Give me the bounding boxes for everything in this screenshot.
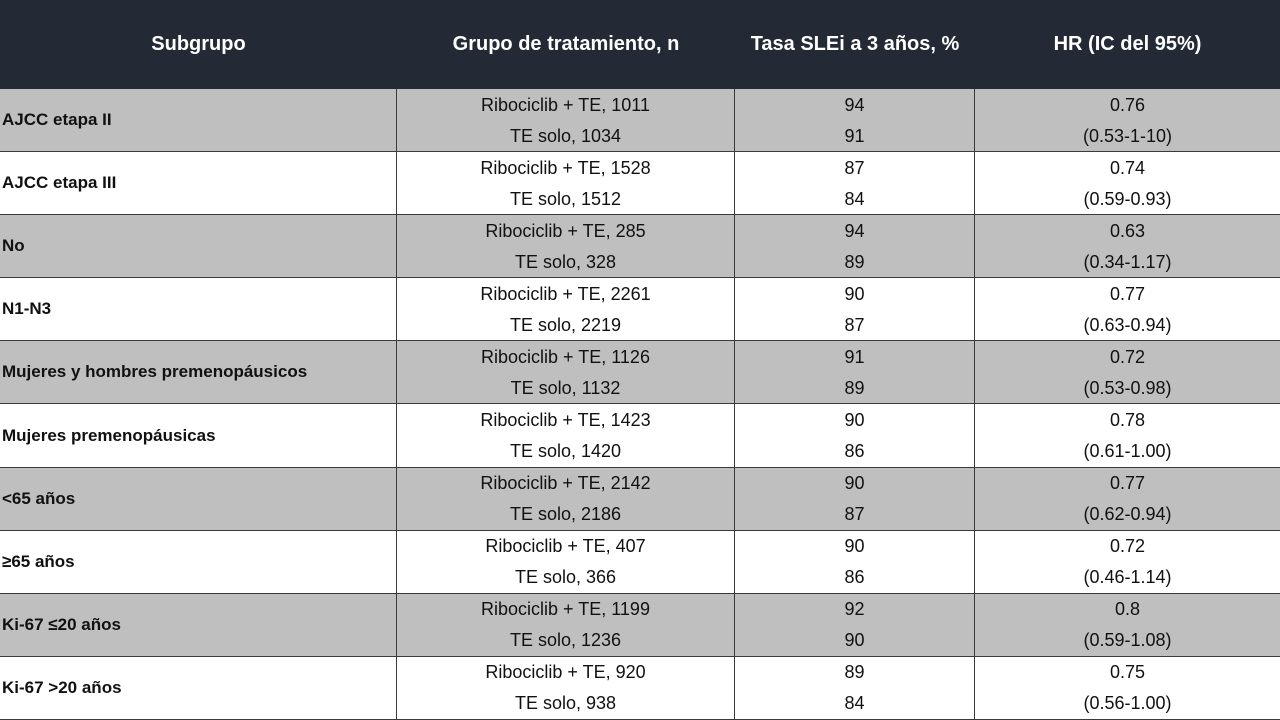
rate-cell	[735, 152, 975, 214]
treatment-cell-line-1: Ribociclib + TE, 920	[485, 662, 646, 683]
hr-cell	[975, 594, 1280, 656]
subgroup-cell: N1-N3	[0, 278, 397, 340]
table-row	[0, 89, 1280, 152]
table-row	[0, 341, 1280, 404]
table-row	[0, 152, 1280, 215]
hr-cell-line-2: (0.34-1.17)	[1083, 251, 1172, 272]
subgroup-cell: AJCC etapa III	[0, 152, 397, 214]
rate-cell-line-2: 89	[844, 377, 865, 398]
hr-cell-line-2: (0.46-1.14)	[1083, 567, 1172, 588]
table-header	[0, 0, 1280, 89]
hr-cell	[975, 152, 1280, 214]
header-subgroup: Subgrupo	[151, 33, 246, 55]
treatment-cell-line-2: TE solo, 366	[514, 567, 617, 588]
rate-cell-line-1: 90	[844, 536, 865, 557]
rate-cell	[735, 657, 975, 719]
subgroup-cell: Ki-67 >20 años	[0, 657, 397, 719]
hr-cell-line-1: 0.78	[1109, 409, 1146, 430]
table-row	[0, 594, 1280, 657]
hr-cell-line-1: 0.74	[1109, 157, 1146, 178]
treatment-cell-line-1: Ribociclib + TE, 1528	[480, 157, 651, 178]
rate-cell	[735, 531, 975, 593]
subgroup-cell: ≥65 años	[0, 531, 397, 593]
rate-cell-line-1: 87	[844, 157, 865, 178]
subgroup-cell: Mujeres y hombres premenopáusicos	[0, 341, 397, 403]
treatment-cell	[397, 341, 735, 403]
subgroup-cell: Ki-67 ≤20 años	[0, 594, 397, 656]
treatment-cell-line-2: TE solo, 938	[514, 693, 617, 714]
rate-cell	[735, 341, 975, 403]
treatment-cell-line-2: TE solo, 1132	[510, 377, 621, 398]
rate-cell-line-2: 86	[844, 441, 865, 462]
treatment-cell-line-2: TE solo, 1034	[509, 125, 622, 146]
hr-cell	[975, 341, 1280, 403]
treatment-cell-line-1: Ribociclib + TE, 407	[485, 536, 646, 557]
rate-cell-line-1: 90	[844, 283, 865, 304]
treatment-cell-line-2: TE solo, 1512	[509, 188, 622, 209]
rate-cell	[735, 404, 975, 466]
treatment-cell-line-2: TE solo, 2219	[509, 314, 622, 335]
treatment-cell-line-1: Ribociclib + TE, 1199	[481, 599, 650, 620]
hr-cell-line-2: (0.63-0.94)	[1083, 314, 1172, 335]
rate-cell-line-1: 90	[844, 473, 865, 494]
treatment-cell	[397, 215, 735, 277]
treatment-cell	[397, 152, 735, 214]
hr-cell-line-1: 0.76	[1109, 94, 1146, 115]
rate-cell-line-2: 84	[844, 188, 865, 209]
treatment-cell	[397, 531, 735, 593]
header-hr: HR (IC del 95%)	[1053, 33, 1202, 55]
table-body	[0, 89, 1280, 720]
treatment-cell-line-2: TE solo, 1236	[509, 630, 622, 651]
hr-cell-line-1: 0.72	[1109, 346, 1146, 367]
header-rate: Tasa SLEi a 3 años, %	[750, 33, 960, 55]
table-row	[0, 404, 1280, 467]
rate-cell	[735, 89, 975, 151]
table-row	[0, 215, 1280, 278]
rate-cell	[735, 468, 975, 530]
treatment-cell-line-2: TE solo, 1420	[509, 441, 622, 462]
treatment-cell	[397, 468, 735, 530]
hr-cell-line-2: (0.62-0.94)	[1083, 504, 1172, 525]
hr-cell-line-2: (0.61-1.00)	[1083, 441, 1172, 462]
rate-cell-line-1: 92	[844, 599, 865, 620]
hr-cell	[975, 468, 1280, 530]
hr-cell-line-1: 0.63	[1109, 220, 1146, 241]
treatment-cell-line-1: Ribociclib + TE, 1126	[481, 346, 650, 367]
table-row	[0, 657, 1280, 720]
table-row	[0, 278, 1280, 341]
hr-cell-line-1: 0.72	[1109, 536, 1146, 557]
treatment-cell	[397, 657, 735, 719]
treatment-cell-line-2: TE solo, 328	[514, 251, 617, 272]
hr-cell-line-1: 0.75	[1109, 662, 1146, 683]
rate-cell-line-1: 89	[844, 662, 865, 683]
hr-cell-line-1: 0.8	[1114, 599, 1141, 620]
rate-cell-line-1: 94	[844, 220, 865, 241]
treatment-cell-line-1: Ribociclib + TE, 1011	[481, 94, 650, 115]
hr-cell	[975, 215, 1280, 277]
rate-cell-line-1: 90	[844, 409, 865, 430]
header-treatment-group: Grupo de tratamiento, n	[452, 33, 680, 55]
hr-cell-line-2: (0.59-1.08)	[1083, 630, 1172, 651]
hr-cell-line-1: 0.77	[1109, 473, 1146, 494]
treatment-cell-line-1: Ribociclib + TE, 2261	[480, 283, 651, 304]
rate-cell-line-2: 84	[844, 693, 865, 714]
treatment-cell-line-1: Ribociclib + TE, 2142	[480, 473, 651, 494]
rate-cell-line-1: 91	[844, 346, 865, 367]
subgroup-cell: AJCC etapa II	[0, 89, 397, 151]
rate-cell-line-1: 94	[844, 94, 865, 115]
treatment-cell	[397, 594, 735, 656]
rate-cell-line-2: 89	[844, 251, 865, 272]
hr-cell	[975, 89, 1280, 151]
rate-cell-line-2: 86	[844, 567, 865, 588]
treatment-cell	[397, 278, 735, 340]
table-row	[0, 468, 1280, 531]
rate-cell	[735, 278, 975, 340]
subgroup-cell: <65 años	[0, 468, 397, 530]
hr-cell-line-1: 0.77	[1109, 283, 1146, 304]
treatment-cell	[397, 89, 735, 151]
rate-cell	[735, 215, 975, 277]
hr-cell-line-2: (0.53-0.98)	[1083, 377, 1172, 398]
subgroup-cell: No	[0, 215, 397, 277]
rate-cell-line-2: 87	[844, 314, 865, 335]
hr-cell	[975, 531, 1280, 593]
rate-cell-line-2: 90	[844, 630, 865, 651]
table-row	[0, 531, 1280, 594]
hr-cell-line-2: (0.53-1-10)	[1082, 125, 1173, 146]
hr-cell-line-2: (0.56-1.00)	[1083, 693, 1172, 714]
rate-cell-line-2: 91	[844, 125, 865, 146]
rate-cell	[735, 594, 975, 656]
hr-cell	[975, 404, 1280, 466]
hr-cell	[975, 278, 1280, 340]
subgroup-cell: Mujeres premenopáusicas	[0, 404, 397, 466]
treatment-cell-line-1: Ribociclib + TE, 285	[485, 220, 646, 241]
rate-cell-line-2: 87	[844, 504, 865, 525]
treatment-cell-line-2: TE solo, 2186	[509, 504, 622, 525]
hr-cell-line-2: (0.59-0.93)	[1083, 188, 1172, 209]
treatment-cell	[397, 404, 735, 466]
hr-cell	[975, 657, 1280, 719]
treatment-cell-line-1: Ribociclib + TE, 1423	[480, 409, 651, 430]
